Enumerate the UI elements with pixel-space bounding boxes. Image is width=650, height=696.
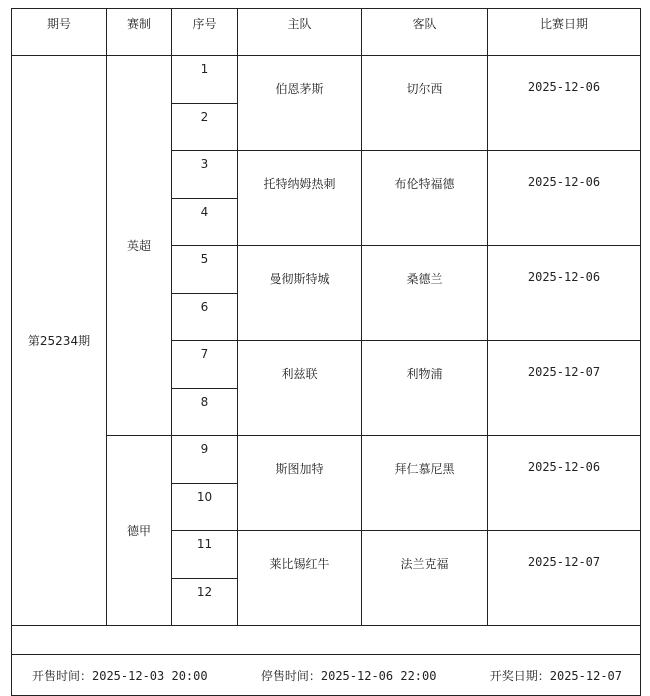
header-row: [12, 9, 641, 56]
home-team: 斯图加特: [238, 436, 362, 531]
number-cell: 2: [172, 103, 238, 151]
match-date: 2025-12-07: [488, 341, 641, 436]
number-cell: 7: [172, 341, 238, 389]
number-cell: 5: [172, 246, 238, 294]
league-cell: 德甲: [107, 436, 172, 626]
match-date: 2025-12-06: [488, 56, 641, 151]
header-period: 期号: [12, 9, 107, 56]
header-away: 客队: [362, 9, 488, 56]
table-row: [12, 56, 641, 104]
number-cell: 11: [172, 531, 238, 579]
match-date: 2025-12-06: [488, 151, 641, 246]
schedule-table: [11, 8, 641, 696]
header-home: 主队: [238, 9, 362, 56]
header-number: 序号: [172, 9, 238, 56]
number-cell: 8: [172, 388, 238, 436]
period-cell: 第25234期: [12, 56, 107, 626]
number-cell: 10: [172, 483, 238, 531]
away-team: 切尔西: [362, 56, 488, 151]
away-team: 利物浦: [362, 341, 488, 436]
match-date: 2025-12-06: [488, 246, 641, 341]
home-team: 利兹联: [238, 341, 362, 436]
number-cell: 1: [172, 56, 238, 104]
match-date: 2025-12-07: [488, 531, 641, 626]
header-league: 赛制: [107, 9, 172, 56]
table-row: [12, 436, 641, 484]
home-team: 曼彻斯特城: [238, 246, 362, 341]
away-team: 布伦特福德: [362, 151, 488, 246]
draw-date: 开奖日期：2025-12-07: [489, 668, 622, 683]
away-team: 拜仁慕尼黑: [362, 436, 488, 531]
footer-row: [12, 655, 641, 696]
away-team: 法兰克福: [362, 531, 488, 626]
home-team: 莱比锡红牛: [238, 531, 362, 626]
league-cell: 英超: [107, 56, 172, 436]
away-team: 桑德兰: [362, 246, 488, 341]
number-cell: 4: [172, 198, 238, 246]
sale-end: 停售时间：2025-12-06 22:00: [260, 668, 437, 683]
number-cell: 6: [172, 293, 238, 341]
number-cell: 12: [172, 578, 238, 626]
empty-row: [12, 626, 641, 655]
number-cell: 9: [172, 436, 238, 484]
match-date: 2025-12-06: [488, 436, 641, 531]
header-date: 比赛日期: [488, 9, 641, 56]
number-cell: 3: [172, 151, 238, 199]
sale-start: 开售时间：2025-12-03 20:00: [32, 668, 208, 683]
home-team: 托特纳姆热刺: [238, 151, 362, 246]
home-team: 伯恩茅斯: [238, 56, 362, 151]
